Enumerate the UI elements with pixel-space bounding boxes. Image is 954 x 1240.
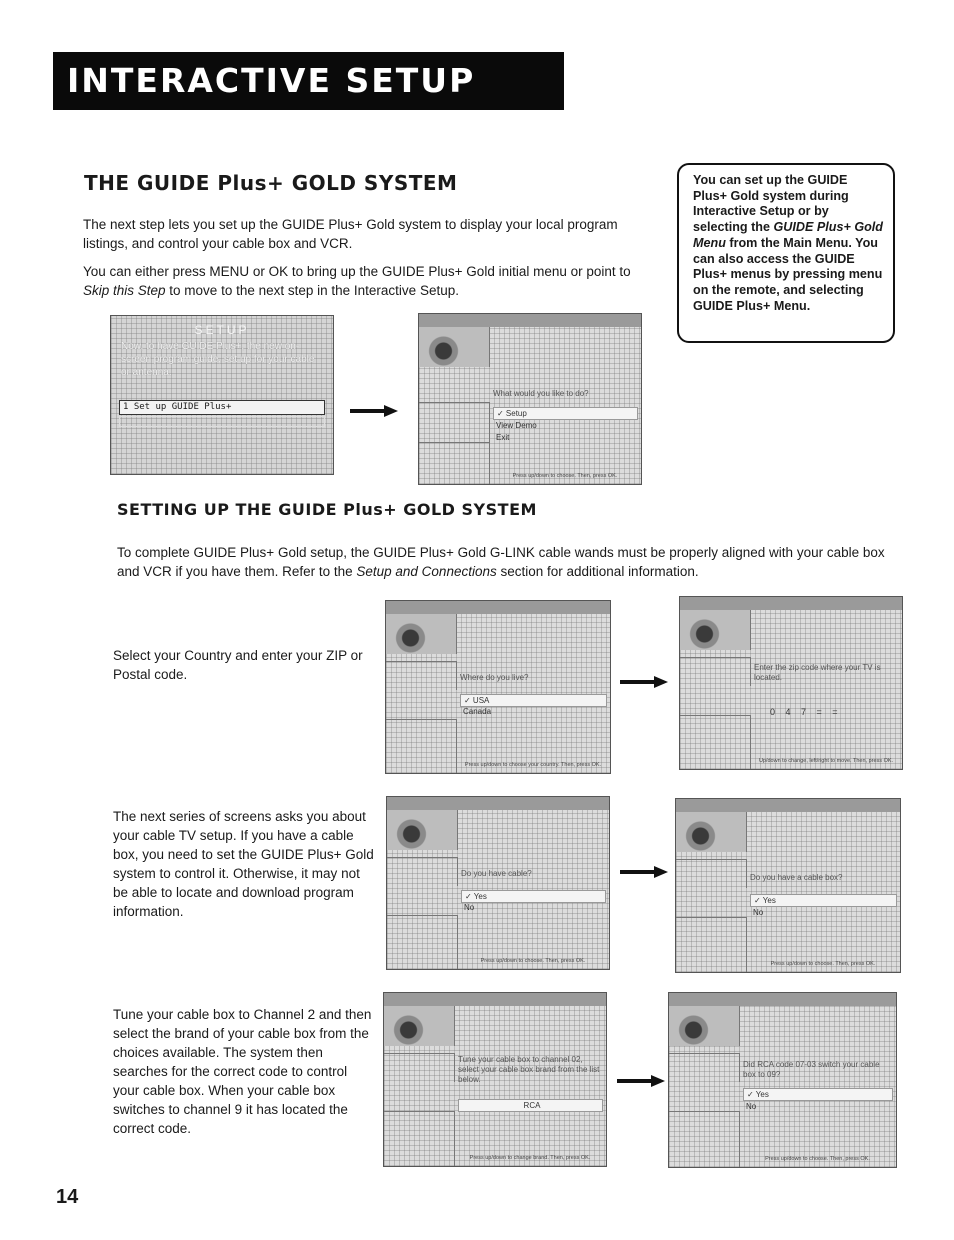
option-yes[interactable]: ✓ Yes	[750, 894, 897, 907]
step3-text: Tune your cable box to Channel 2 and then select the brand of your cable box from the choices available. The system then searches for the correct code to control your cable box. When your cable box switches to channel 9 it has located the correct code.	[113, 1007, 372, 1136]
tv-preview-window	[387, 810, 458, 850]
setup-screen	[110, 315, 334, 475]
tip-menu-emphasis: GUIDE Plus+ Gold Menu	[693, 220, 883, 250]
screen-side-panel	[386, 661, 457, 690]
setup-screen-text: Now, to have GUIDE Plus+, the new on-screen program guide, set up for your cable or antenna.	[121, 341, 315, 378]
cable-box-screen	[675, 798, 901, 973]
screen-side-panel	[669, 1053, 740, 1082]
screen-header-bar	[419, 314, 641, 327]
screen-side-panel	[386, 719, 457, 774]
tv-preview-window	[676, 812, 747, 852]
section2-heading: SETTING UP THE GUIDE Plus+ GOLD SYSTEM	[117, 500, 537, 519]
brand-select[interactable]: RCA	[458, 1099, 603, 1112]
country-screen	[385, 600, 611, 774]
screen-side-panel	[680, 715, 751, 770]
option-no[interactable]: No	[746, 1102, 757, 1111]
setup-connections-emphasis: Setup and Connections	[356, 564, 497, 579]
tv-preview-window	[386, 614, 457, 654]
screen-hint: Press up/down to change brand. Then, press OK.	[469, 1155, 591, 1161]
section1-paragraph1: The next step lets you set up the GUIDE Plus+ Gold system to display your local program listings, and control your cable box and VCR.	[83, 217, 618, 251]
guide-welcome-screen	[418, 313, 642, 485]
option-no[interactable]: No	[464, 903, 475, 912]
screen-question: Tune your cable box to channel 02, select your cable box brand from the list below.	[458, 1055, 600, 1084]
setup-option-placeholder	[119, 416, 325, 427]
screen-header-bar	[384, 993, 606, 1006]
arrow-right-icon	[620, 866, 668, 878]
screen-header-bar	[680, 597, 902, 610]
arrow-right-icon	[350, 405, 398, 417]
screen-hint: Press up/down to choose. Then, press OK.	[512, 473, 618, 479]
screen-hint: Press up/down to choose your country. Then, press OK.	[464, 762, 602, 768]
screen-side-panel	[387, 857, 458, 886]
screen-side-panel	[419, 442, 490, 485]
screen-question: Did RCA code 07-03 switch your cable box to 09?	[743, 1060, 880, 1079]
screen-side-panel	[669, 1111, 740, 1168]
screen-side-panel	[676, 859, 747, 888]
cable-screen	[386, 796, 610, 970]
option-canada[interactable]: Canada	[463, 707, 492, 716]
screen-side-panel	[384, 1053, 455, 1082]
screen-side-panel	[387, 915, 458, 970]
skip-step-emphasis: Skip this Step	[83, 283, 166, 298]
screen-header-bar	[387, 797, 609, 810]
tv-preview-window	[419, 327, 490, 367]
page-number: 14	[56, 1186, 79, 1208]
screen-question: Do you have cable?	[461, 869, 532, 878]
screen-question: Do you have a cable box?	[750, 873, 843, 882]
screen-side-panel	[419, 402, 490, 443]
screen-question: Where do you live?	[460, 673, 529, 682]
screen-side-panel	[676, 917, 747, 973]
section1-paragraph2: You can either press MENU or OK to bring up the GUIDE Plus+ Gold initial menu or point to Skip this Step to move to the next step in the Interactive Setup.	[83, 264, 631, 298]
arrow-right-icon	[617, 1075, 665, 1087]
step1-text: Select your Country and enter your ZIP or Postal code.	[113, 648, 363, 682]
screen-header-bar	[386, 601, 610, 614]
menu-option-exit[interactable]: Exit	[496, 433, 510, 442]
screen-header-bar	[669, 993, 896, 1006]
arrow-right-icon	[620, 676, 668, 688]
screen-hint: Press up/down to choose. Then, press OK.	[770, 961, 876, 967]
screen-side-panel	[384, 1111, 455, 1167]
screen-side-panel	[680, 657, 751, 686]
option-no[interactable]: No	[753, 908, 764, 917]
confirm-code-screen	[668, 992, 897, 1168]
screen-hint: Press up/down to choose. Then, press OK.	[765, 1156, 870, 1162]
option-yes[interactable]: ✓ Yes	[461, 890, 606, 903]
option-usa[interactable]: ✓ USA	[460, 694, 607, 707]
section2-intro: To complete GUIDE Plus+ Gold setup, the GUIDE Plus+ Gold G-LINK cable wands must be properly aligned with your cable box and VCR if you have them. Refer to the Setup and Connections section for additional information.	[117, 545, 885, 579]
screen-header-bar	[676, 799, 900, 812]
step2-text: The next series of screens asks you about your cable TV setup. If you have a cable box, you need to set the GUIDE Plus+ Gold system to control it. Otherwise, it may not be able to locate and download program information.	[113, 809, 374, 919]
brand-screen	[383, 992, 607, 1167]
screen-question: Enter the zip code where your TV is located.	[754, 663, 881, 682]
section-banner: INTERACTIVE SETUP	[53, 52, 564, 110]
tv-preview-window	[384, 1006, 455, 1046]
zip-code-digits[interactable]: 0 4 7 = =	[770, 707, 842, 717]
setup-screen-title: SETUP	[194, 323, 250, 337]
zip-screen	[679, 596, 903, 770]
tv-preview-window	[669, 1006, 740, 1046]
option-yes[interactable]: ✓ Yes	[743, 1088, 893, 1101]
tv-preview-window	[680, 610, 751, 650]
section1-heading: THE GUIDE Plus+ GOLD SYSTEM	[84, 171, 458, 195]
menu-option-setup[interactable]: ✓ Setup	[493, 407, 638, 420]
menu-option-demo[interactable]: View Demo	[496, 421, 537, 430]
screen-hint: Up/down to change, left/right to move. Then, press OK.	[758, 758, 894, 764]
screen-question: What would you like to do?	[493, 389, 589, 398]
screen-hint: Press up/down to choose. Then, press OK.	[480, 958, 586, 964]
setup-guide-option[interactable]: 1 Set up GUIDE Plus+	[119, 400, 325, 415]
tip-box: You can set up the GUIDE Plus+ Gold system during Interactive Setup or by selecting the GUIDE Plus+ Gold Menu from the Main Menu. You can also access the GUIDE Plus+ menus by pressing menu on the remote, and selecting GUIDE Plus+ Menu.	[677, 163, 895, 343]
